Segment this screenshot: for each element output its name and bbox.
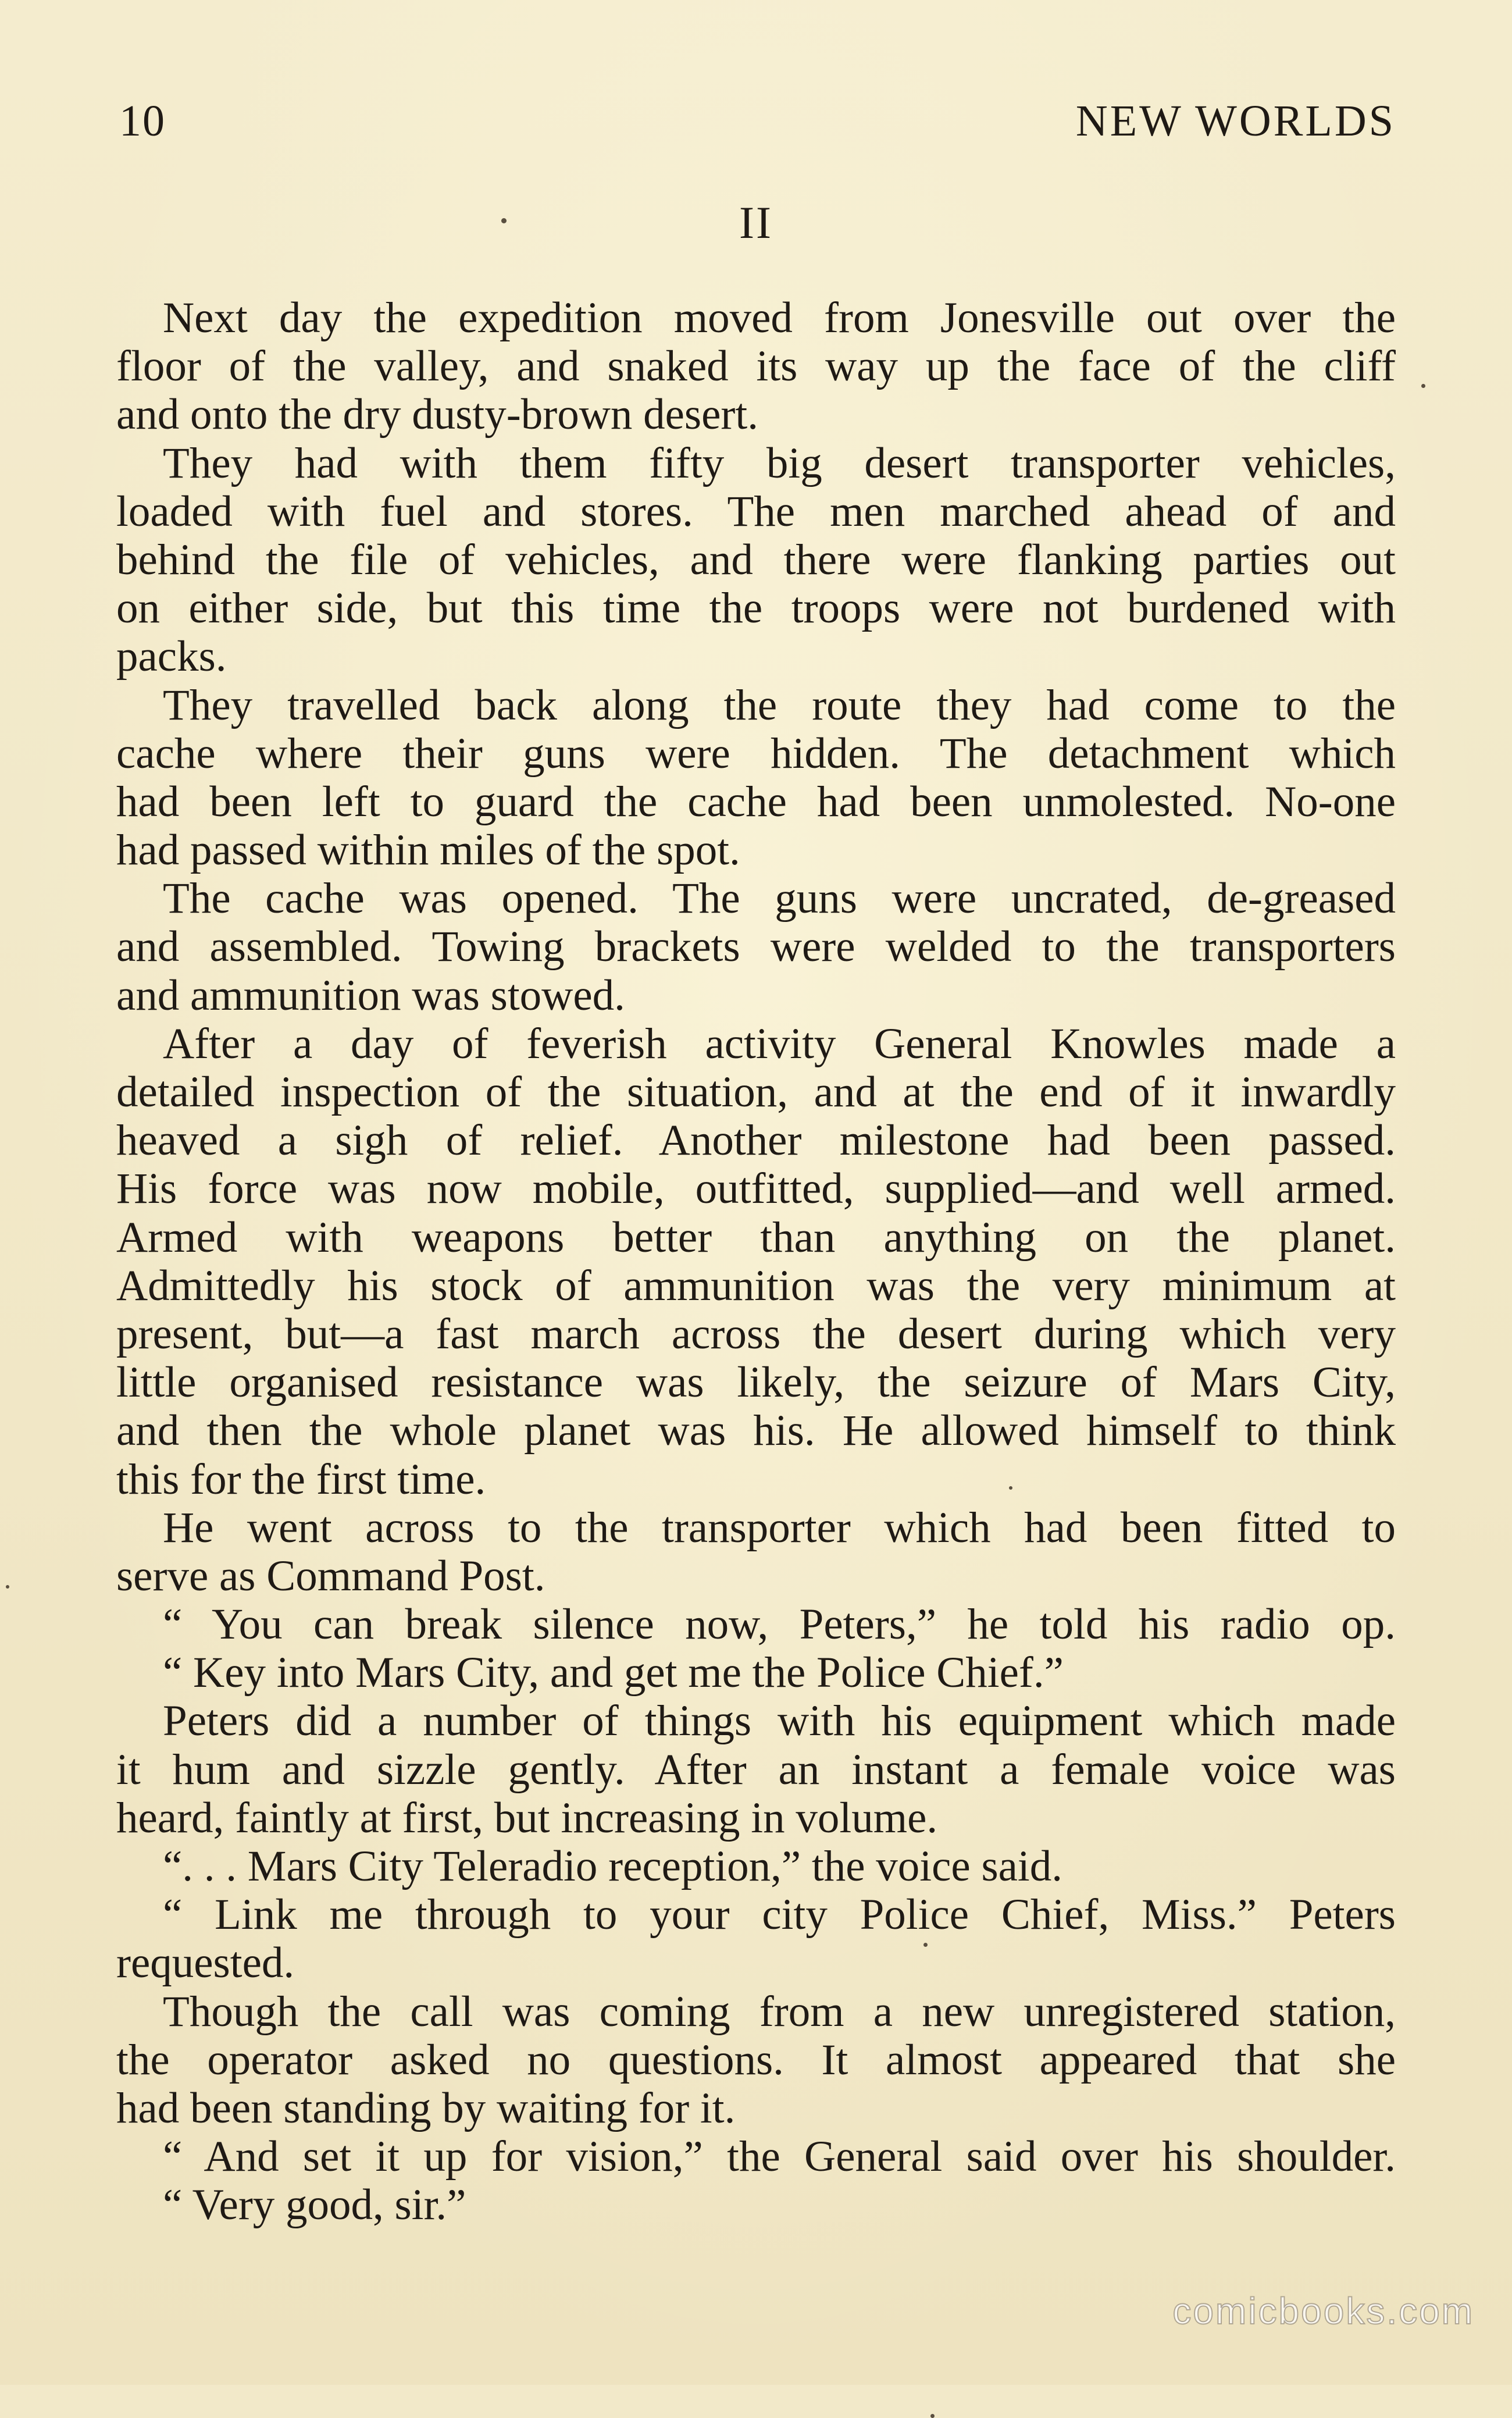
paper-speck xyxy=(501,218,507,223)
text-line: heaved a sigh of relief. Another milestone had been passed. xyxy=(116,1116,1396,1165)
text-line: The cache was opened. The guns were uncrated, de-greased xyxy=(163,874,1396,923)
text-line: Admittedly his stock of ammunition was the very minimum at xyxy=(116,1261,1396,1310)
paper-speck xyxy=(1009,1486,1012,1490)
text-line: and then the whole planet was his. He allowed himself to think xyxy=(116,1406,1396,1455)
paper-speck xyxy=(923,1943,928,1947)
text-line: loaded with fuel and stores. The men marched ahead of and xyxy=(116,487,1396,536)
text-line: little organised resistance was likely, the seizure of Mars City, xyxy=(116,1358,1396,1407)
text-line: had been left to guard the cache had been unmolested. No-one xyxy=(116,777,1396,826)
text-line: serve as Command Post. xyxy=(116,1551,545,1600)
running-head xyxy=(119,96,1396,154)
paper-speck xyxy=(6,1585,9,1589)
page-number: 10 xyxy=(119,97,166,145)
text-line: Though the call was coming from a new unregistered station, xyxy=(163,1987,1396,2036)
text-line: Next day the expedition moved from Jonesville out over the xyxy=(163,294,1396,342)
body-text xyxy=(116,294,1396,2230)
book-title: NEW WORLDS xyxy=(1075,97,1396,145)
text-line: and onto the dry dusty-brown desert. xyxy=(116,390,758,439)
text-line: cache where their guns were hidden. The detachment which xyxy=(116,729,1396,778)
chapter-number: II xyxy=(739,197,773,248)
text-line: Peters did a number of things with his equipment which made xyxy=(163,1697,1396,1746)
text-line: Armed with weapons better than anything on the planet. xyxy=(116,1213,1396,1262)
text-line: this for the first time. xyxy=(116,1455,486,1504)
text-line: His force was now mobile, outfitted, supplied—and well armed. xyxy=(116,1165,1396,1213)
text-line: had passed within miles of the spot. xyxy=(116,826,740,875)
text-line: He went across to the transporter which had been fitted to xyxy=(163,1503,1396,1552)
text-line: the operator asked no questions. It almost appeared that she xyxy=(116,2035,1396,2084)
text-line: They travelled back along the route they had come to the xyxy=(163,681,1396,729)
text-line: “ You can break silence now, Peters,” he told his radio op. xyxy=(163,1600,1396,1649)
text-line: behind the file of vehicles, and there were flanking parties out xyxy=(116,535,1396,584)
text-line: floor of the valley, and snaked its way up the face of the cliff xyxy=(116,342,1396,391)
paper-speck xyxy=(1421,384,1425,388)
text-line: After a day of feverish activity General Knowles made a xyxy=(163,1019,1396,1068)
text-line: had been standing by waiting for it. xyxy=(116,2084,736,2132)
paper-speck xyxy=(930,2414,935,2418)
text-line: “ Link me through to your city Police Chief, Miss.” Peters xyxy=(163,1890,1396,1939)
text-line: present, but—a fast march across the desert during which very xyxy=(116,1309,1396,1358)
text-line: packs. xyxy=(116,632,227,681)
text-line: and ammunition was stowed. xyxy=(116,971,625,1020)
text-line: “ Very good, sir.” xyxy=(163,2181,466,2230)
text-line: it hum and sizzle gently. After an instant a female voice was xyxy=(116,1745,1396,1794)
text-line: heard, faintly at first, but increasing in volume. xyxy=(116,1793,938,1842)
text-line: requested. xyxy=(116,1939,295,1988)
text-line: on either side, but this time the troops were not burdened with xyxy=(116,584,1396,633)
text-line: detailed inspection of the situation, and at the end of it inwardly xyxy=(116,1068,1396,1116)
watermark-logo: comicbooks.com xyxy=(1172,2290,1474,2332)
text-line: “. . . Mars City Teleradio reception,” the voice said. xyxy=(163,1842,1063,1890)
text-line: and assembled. Towing brackets were welded to the transporters xyxy=(116,923,1396,971)
text-line: “ Key into Mars City, and get me the Police Chief.” xyxy=(163,1648,1064,1697)
text-line: They had with them fifty big desert transporter vehicles, xyxy=(163,439,1396,487)
text-line: “ And set it up for vision,” the General said over his shoulder. xyxy=(163,2132,1396,2181)
